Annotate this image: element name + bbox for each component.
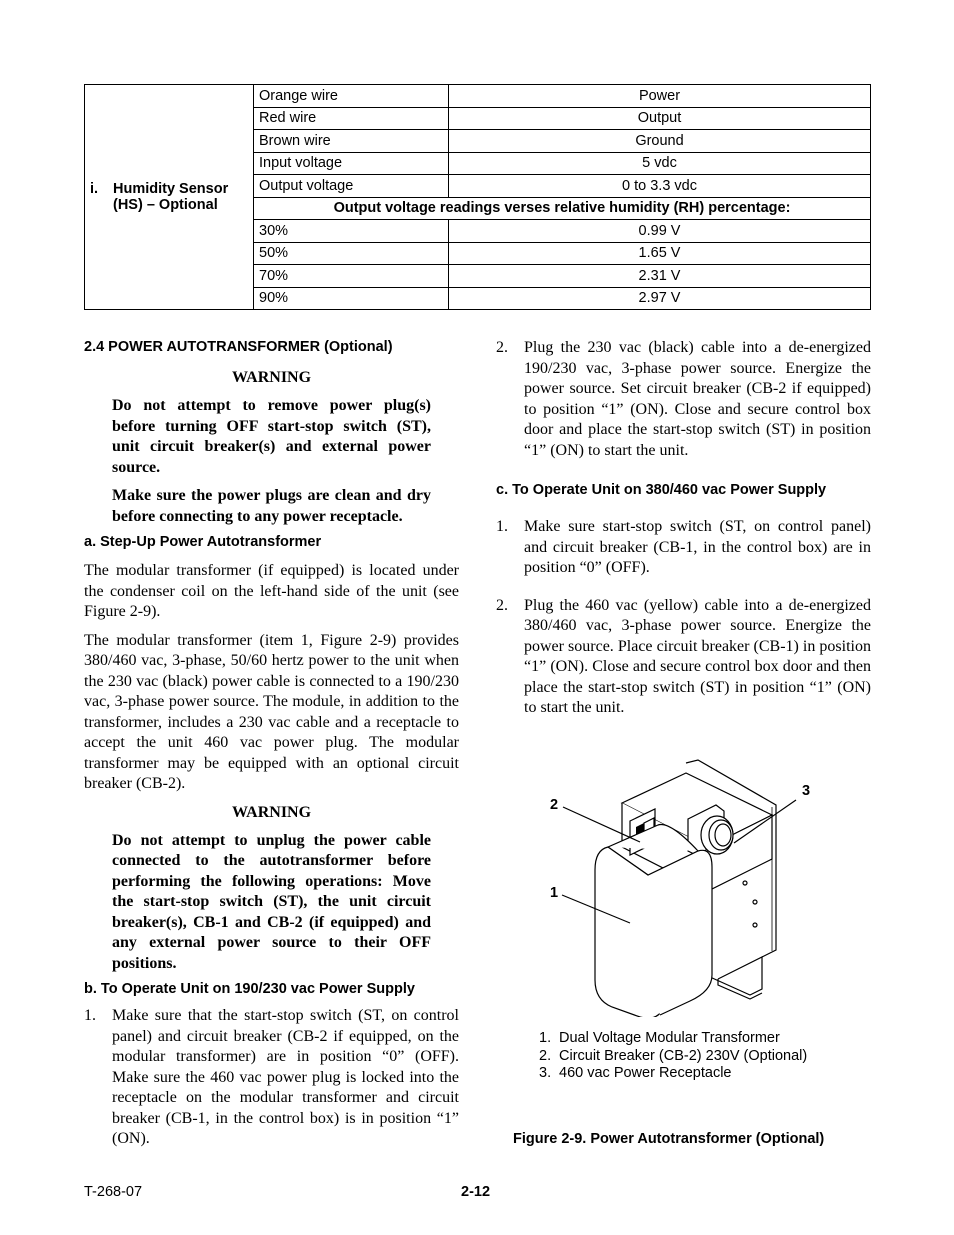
receptacle-socket <box>715 824 731 846</box>
bottom-bracket <box>710 957 762 995</box>
table-label-line1: Humidity Sensor <box>113 181 229 197</box>
subsection-title: b. To Operate Unit on 190/230 vac Power Supply <box>84 981 415 997</box>
table-cell: Orange wire <box>254 85 449 108</box>
legend-item <box>539 1048 807 1066</box>
table-label-cell <box>85 85 254 310</box>
figure-caption: Figure 2-9. Power Autotransformer (Optional) <box>513 1131 825 1147</box>
subsection-title: c. To Operate Unit on 380/460 vac Power Supply <box>496 482 827 498</box>
table-cell: Power <box>449 85 871 108</box>
paragraph: The modular transformer (item 1, Figure 2-9) provides 380/460 vac, 3-phase, 50/60 hertz power to the unit when the 230 vac (black) power cable is connected to a 190/230 vac, 3-phase power source. The module, in addition to the transformer, includes a 230 vac cable and a receptacle to accept the unit 460 vac power plug. The modular transformer may be equipped with an optional circuit breaker (CB-2). <box>84 631 459 792</box>
subsection-title: a. Step-Up Power Autotransformer <box>84 534 322 550</box>
callout-1: 1 <box>550 885 559 901</box>
table-cell: 50% <box>254 242 449 265</box>
list-item-text: Make sure that the start-stop switch (ST, on control panel) and circuit breaker (CB-2 if equipped, on the modular transformer) are in position “0” (OFF). Make sure the 460 vac power plug is locked into the receptacle on the modular transformer and circuit breaker (CB-1, in the control box) is in position “1” (ON). <box>112 1007 459 1147</box>
warning-title: WARNING <box>231 803 312 821</box>
mount-hole <box>753 923 757 927</box>
left-column <box>84 338 459 1150</box>
table-label-line2: (HS) – Optional <box>113 197 218 213</box>
list-item-text: Make sure start-stop switch (ST, on control panel) and circuit breaker (CB-1, in the control box) are in position “0” (OFF). <box>524 518 871 576</box>
table-label-letter: i. <box>90 181 99 197</box>
legend-item <box>539 1065 807 1083</box>
right-column <box>496 338 871 719</box>
table-cell: 1.65 V <box>449 242 871 265</box>
list-item <box>84 1006 459 1150</box>
table-cell: Red wire <box>254 107 449 130</box>
table-cell: Input voltage <box>254 152 449 175</box>
legend-item-text: 460 vac Power Receptacle <box>559 1065 732 1081</box>
table-cell: 0 to 3.3 vdc <box>449 175 871 198</box>
document-number: T-268-07 <box>84 1184 143 1200</box>
callout-3: 3 <box>802 783 811 799</box>
table-cell: Brown wire <box>254 130 449 153</box>
mount-hole <box>753 900 757 904</box>
table-cell: Ground <box>449 130 871 153</box>
list-item-text: Plug the 230 vac (black) cable into a de-energized 190/230 vac, 3-phase power source. Energize the power source. Set circuit breaker (CB-2 if equipped) to position “1” (ON). Close and secure control box door and place the start-stop switch (ST) in position “1” (ON) to start the unit. <box>524 339 871 459</box>
legend-item <box>539 1030 807 1048</box>
list-item <box>496 517 871 579</box>
table-cell: 5 vdc <box>449 152 871 175</box>
bottom-bracket-lip <box>718 979 762 999</box>
autotransformer-illustration <box>540 755 830 1017</box>
humidity-sensor-table <box>84 84 871 310</box>
table-span-heading: Output voltage readings verses relative humidity (RH) percentage: <box>254 197 871 220</box>
list-item-number: 2. <box>496 596 508 614</box>
section-title: 2.4 POWER AUTOTRANSFORMER (Optional) <box>84 339 393 355</box>
warning-title: WARNING <box>231 369 312 386</box>
table-cell: Output <box>449 107 871 130</box>
mount-hole <box>743 881 747 885</box>
table-cell: 0.99 V <box>449 220 871 243</box>
list-item-number: 1. <box>496 518 508 535</box>
warning-text: Do not attempt to unplug the power cable connected to the autotransformer before performing the following operations: Move the start-stop switch (ST), the unit circuit breaker(s), CB-1 and CB-2 (if equipped) and any external power source to their OFF positions. <box>112 831 431 972</box>
table-cell: 30% <box>254 220 449 243</box>
legend-item-number: 2. <box>539 1047 552 1064</box>
list-item <box>496 596 871 719</box>
warning-text: Do not attempt to remove power plug(s) before turning OFF start-stop switch (ST), unit circuit breaker(s) and external power source. <box>112 397 431 476</box>
table-cell: 90% <box>254 287 449 310</box>
list-item-text: Plug the 460 vac (yellow) cable into a de-energized 380/460 vac, 3-phase power source. Energize the power source. Place circuit breaker (CB-1) in position “1” (ON). Close and secure control box door and then place the start-stop switch (ST) in position “1” (ON) to start the unit. <box>524 596 871 716</box>
legend-item-text: Circuit Breaker (CB-2) 230V (Optional) <box>559 1047 808 1064</box>
list-item-number: 2. <box>496 339 508 356</box>
figure-legend <box>539 1030 807 1083</box>
legend-item-text: Dual Voltage Modular Transformer <box>559 1030 780 1046</box>
callout-2: 2 <box>550 797 559 813</box>
legend-item-number: 3. <box>539 1065 552 1081</box>
warning-text: Make sure the power plugs are clean and dry before connecting to any power receptacle. <box>112 487 431 525</box>
paragraph: The modular transformer (if equipped) is located under the condenser coil on the left-hand side of the unit (see Figure 2-9). <box>84 562 459 620</box>
table-cell: 2.31 V <box>449 265 871 288</box>
table-cell: Output voltage <box>254 175 449 198</box>
page-number: 2-12 <box>461 1184 491 1200</box>
list-item-number: 1. <box>84 1007 96 1024</box>
table-cell: 70% <box>254 265 449 288</box>
table-cell: 2.97 V <box>449 287 871 310</box>
legend-item-number: 1. <box>539 1030 552 1046</box>
list-item <box>496 338 871 461</box>
